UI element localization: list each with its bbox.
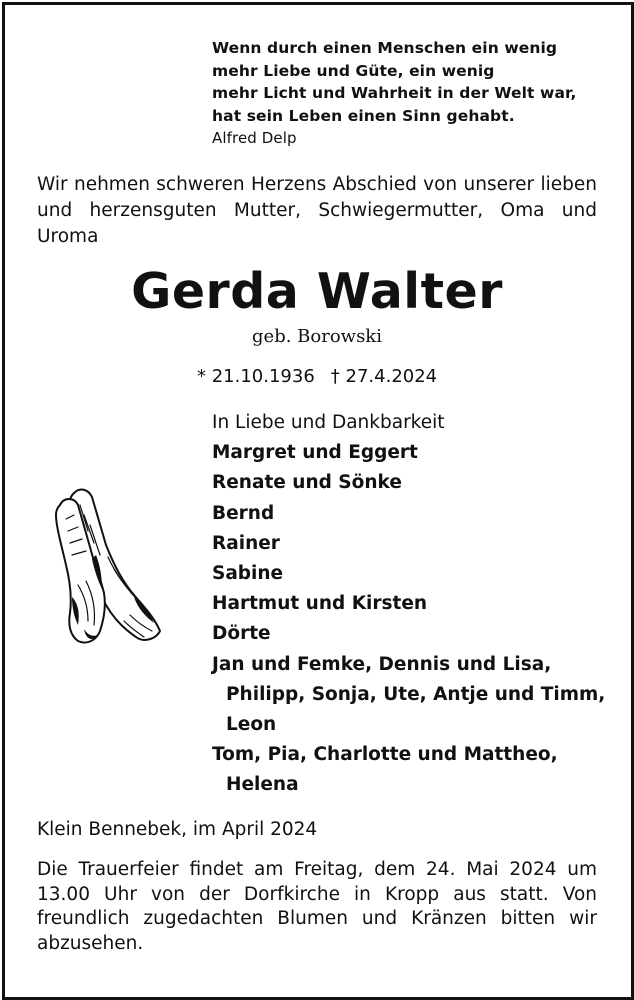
mourner-row: Dörte <box>212 623 271 645</box>
mourner-row: Bernd <box>212 502 275 524</box>
life-dates <box>197 364 497 390</box>
mourner-row: Philipp, Sonja, Ute, Antje und Timm, <box>226 683 606 705</box>
quote-line: Wenn durch einen Menschen ein wenig <box>212 39 558 57</box>
funeral-service-info: Die Trauerfeier findet am Freitag, dem 24. Mai 2024 um 13.00 Uhr von der Dorfkirche in Kropp aus statt. Von freundlich zugedachten Blumen und Kränzen bitten wir abzusehen. <box>37 859 597 954</box>
mourner-row: Margret und Eggert <box>212 442 418 464</box>
mourner-row: Jan und Femke, Dennis und Lisa, <box>212 653 552 675</box>
mourners-list <box>212 408 612 801</box>
place-and-date: Klein Bennebek, im April 2024 <box>37 819 318 840</box>
quote-line: hat sein Leben einen Sinn gehabt. <box>212 106 515 125</box>
mourners-heading: In Liebe und Dankbarkeit <box>212 412 445 433</box>
death-date: † 27.4.2024 <box>330 366 438 387</box>
maiden-name: geb. Borowski <box>252 326 382 347</box>
quote-line: mehr Licht und Wahrheit in der Welt war, <box>212 84 577 102</box>
birth-date: * 21.10.1936 <box>197 366 315 387</box>
farewell-intro: Wir nehmen schweren Herzens Abschied von unserer lieben und herzensguten Mutter, Schwiegermutter, Oma und Uroma <box>37 174 597 247</box>
mourner-row: Rainer <box>212 532 280 554</box>
quote-line: mehr Liebe und Güte, ein wenig <box>212 61 495 80</box>
epigraph-quote <box>212 37 592 150</box>
praying-hands-icon <box>44 485 170 647</box>
mourner-row: Tom, Pia, Charlotte und Mattheo, <box>212 744 558 766</box>
mourner-row: Renate und Sönke <box>212 472 402 494</box>
mourner-row: Leon <box>226 714 277 736</box>
quote-author: Alfred Delp <box>212 129 297 147</box>
mourner-row: Sabine <box>212 563 284 585</box>
mourner-row: Hartmut und Kirsten <box>212 593 428 615</box>
deceased-name: Gerda Walter <box>131 263 503 320</box>
mourner-row: Helena <box>226 774 299 796</box>
